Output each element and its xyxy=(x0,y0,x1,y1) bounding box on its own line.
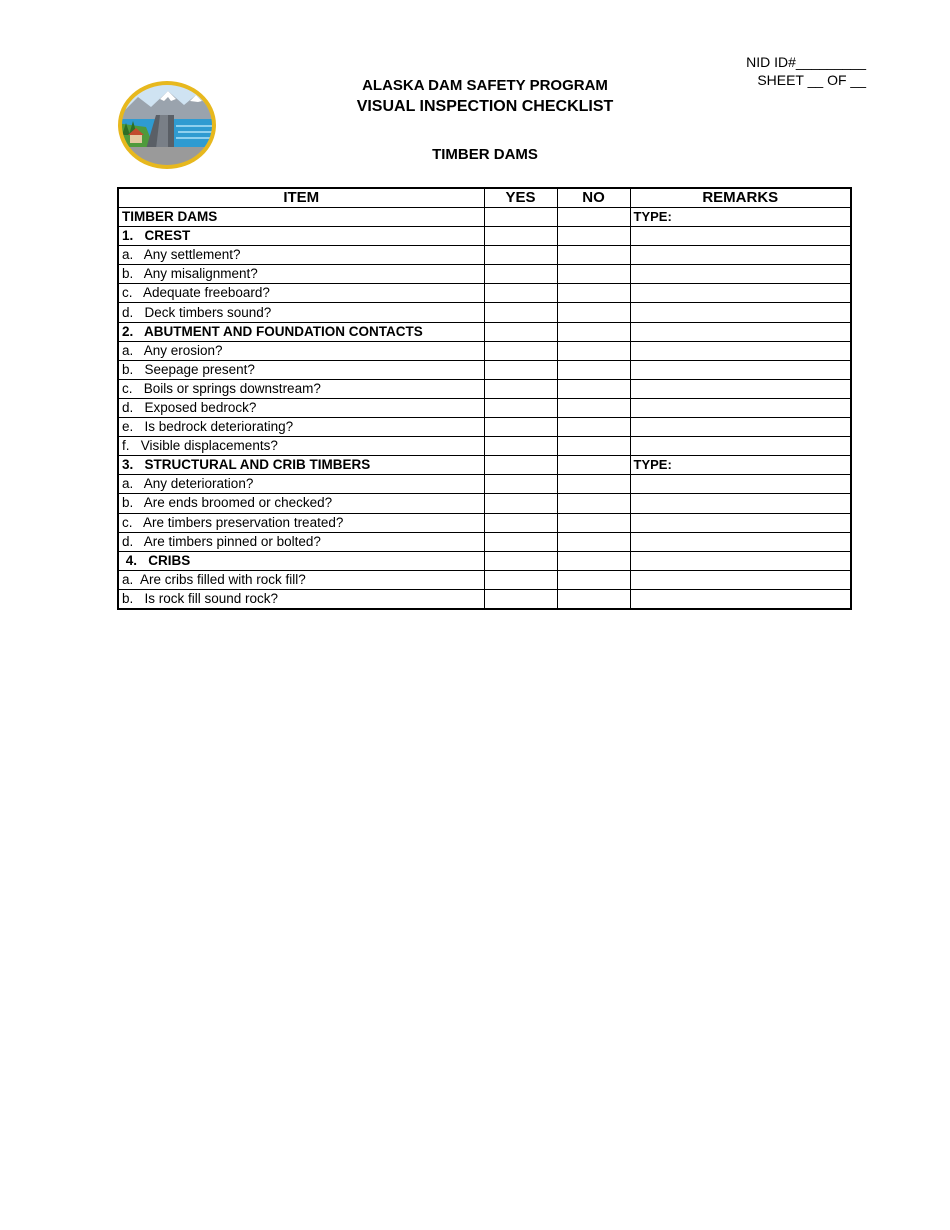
table-row xyxy=(118,456,851,475)
table-row xyxy=(118,379,851,398)
table-row xyxy=(118,341,851,360)
table-row xyxy=(118,570,851,589)
remarks-cell[interactable] xyxy=(630,379,851,398)
remarks-cell[interactable] xyxy=(630,322,851,341)
item-cell: b. Is rock fill sound rock? xyxy=(118,589,484,609)
remarks-cell[interactable] xyxy=(630,589,851,609)
remarks-cell[interactable] xyxy=(630,551,851,570)
yes-cell[interactable] xyxy=(484,532,557,551)
table-row xyxy=(118,303,851,322)
remarks-cell[interactable] xyxy=(630,246,851,265)
item-cell: a. Any erosion? xyxy=(118,341,484,360)
no-cell[interactable] xyxy=(557,589,630,609)
yes-cell[interactable] xyxy=(484,456,557,475)
checklist-title: VISUAL INSPECTION CHECKLIST xyxy=(356,98,614,115)
table-row xyxy=(118,551,851,570)
remarks-cell[interactable] xyxy=(630,494,851,513)
remarks-cell[interactable] xyxy=(630,418,851,437)
table-row xyxy=(118,418,851,437)
no-cell[interactable] xyxy=(557,341,630,360)
sheet-identifier xyxy=(690,53,866,89)
column-header-remarks: REMARKS xyxy=(630,188,851,208)
no-cell[interactable] xyxy=(557,303,630,322)
table-row xyxy=(118,494,851,513)
no-cell[interactable] xyxy=(557,322,630,341)
table-row xyxy=(118,513,851,532)
yes-cell[interactable] xyxy=(484,208,557,227)
table-row xyxy=(118,284,851,303)
table-row xyxy=(118,208,851,227)
item-cell: d. Exposed bedrock? xyxy=(118,398,484,417)
yes-cell[interactable] xyxy=(484,551,557,570)
table-row xyxy=(118,475,851,494)
item-cell: a. Any settlement? xyxy=(118,246,484,265)
yes-cell[interactable] xyxy=(484,360,557,379)
remarks-cell[interactable]: TYPE: xyxy=(630,456,851,475)
yes-cell[interactable] xyxy=(484,341,557,360)
item-cell: c. Boils or springs downstream? xyxy=(118,379,484,398)
item-cell: TIMBER DAMS xyxy=(118,208,484,227)
table-row xyxy=(118,265,851,284)
yes-cell[interactable] xyxy=(484,437,557,456)
item-cell: c. Are timbers preservation treated? xyxy=(118,513,484,532)
table-row xyxy=(118,322,851,341)
no-cell[interactable] xyxy=(557,437,630,456)
item-cell: a. Are cribs filled with rock fill? xyxy=(118,570,484,589)
dam-type-title: TIMBER DAMS xyxy=(432,146,538,163)
no-cell[interactable] xyxy=(557,475,630,494)
yes-cell[interactable] xyxy=(484,589,557,609)
remarks-cell[interactable] xyxy=(630,341,851,360)
no-cell[interactable] xyxy=(557,265,630,284)
no-cell[interactable] xyxy=(557,246,630,265)
inspection-checklist-table xyxy=(117,187,852,610)
remarks-cell[interactable] xyxy=(630,570,851,589)
table-row xyxy=(118,360,851,379)
remarks-cell[interactable] xyxy=(630,475,851,494)
no-cell[interactable] xyxy=(557,398,630,417)
table-row xyxy=(118,532,851,551)
item-cell: f. Visible displacements? xyxy=(118,437,484,456)
column-header-no: NO xyxy=(557,188,630,208)
remarks-cell[interactable] xyxy=(630,398,851,417)
yes-cell[interactable] xyxy=(484,418,557,437)
yes-cell[interactable] xyxy=(484,265,557,284)
yes-cell[interactable] xyxy=(484,379,557,398)
item-cell: b. Are ends broomed or checked? xyxy=(118,494,484,513)
table-header-row xyxy=(118,188,851,208)
remarks-cell[interactable]: TYPE: xyxy=(630,208,851,227)
yes-cell[interactable] xyxy=(484,227,557,246)
item-cell: 1. CREST xyxy=(118,227,484,246)
no-cell[interactable] xyxy=(557,456,630,475)
item-cell: b. Seepage present? xyxy=(118,360,484,379)
no-cell[interactable] xyxy=(557,513,630,532)
yes-cell[interactable] xyxy=(484,284,557,303)
no-cell[interactable] xyxy=(557,284,630,303)
yes-cell[interactable] xyxy=(484,513,557,532)
item-cell: b. Any misalignment? xyxy=(118,265,484,284)
no-cell[interactable] xyxy=(557,208,630,227)
item-cell: 2. ABUTMENT AND FOUNDATION CONTACTS xyxy=(118,322,484,341)
no-cell[interactable] xyxy=(557,227,630,246)
remarks-cell[interactable] xyxy=(630,303,851,322)
no-cell[interactable] xyxy=(557,494,630,513)
program-title: ALASKA DAM SAFETY PROGRAM xyxy=(362,77,608,94)
remarks-cell[interactable] xyxy=(630,284,851,303)
sheet-field[interactable]: SHEET __ OF __ xyxy=(757,72,866,88)
table-row xyxy=(118,398,851,417)
no-cell[interactable] xyxy=(557,379,630,398)
remarks-cell[interactable] xyxy=(630,437,851,456)
no-cell[interactable] xyxy=(557,532,630,551)
checklist-rows xyxy=(118,208,851,609)
item-cell: e. Is bedrock deteriorating? xyxy=(118,418,484,437)
remarks-cell[interactable] xyxy=(630,360,851,379)
yes-cell[interactable] xyxy=(484,322,557,341)
no-cell[interactable] xyxy=(557,570,630,589)
yes-cell[interactable] xyxy=(484,570,557,589)
item-cell: 3. STRUCTURAL AND CRIB TIMBERS xyxy=(118,456,484,475)
remarks-cell[interactable] xyxy=(630,513,851,532)
alaska-dam-safety-logo-icon xyxy=(116,79,218,171)
remarks-cell[interactable] xyxy=(630,532,851,551)
table-row xyxy=(118,437,851,456)
column-header-yes: YES xyxy=(484,188,557,208)
yes-cell[interactable] xyxy=(484,246,557,265)
no-cell[interactable] xyxy=(557,418,630,437)
yes-cell[interactable] xyxy=(484,303,557,322)
column-header-item: ITEM xyxy=(118,188,484,208)
nid-field[interactable]: NID ID#_________ xyxy=(746,54,866,70)
item-cell: c. Adequate freeboard? xyxy=(118,284,484,303)
yes-cell[interactable] xyxy=(484,475,557,494)
table-row xyxy=(118,246,851,265)
yes-cell[interactable] xyxy=(484,398,557,417)
item-cell: d. Are timbers pinned or bolted? xyxy=(118,532,484,551)
remarks-cell[interactable] xyxy=(630,227,851,246)
yes-cell[interactable] xyxy=(484,494,557,513)
no-cell[interactable] xyxy=(557,360,630,379)
item-cell: a. Any deterioration? xyxy=(118,475,484,494)
table-row xyxy=(118,227,851,246)
remarks-cell[interactable] xyxy=(630,265,851,284)
item-cell: 4. CRIBS xyxy=(118,551,484,570)
no-cell[interactable] xyxy=(557,551,630,570)
item-cell: d. Deck timbers sound? xyxy=(118,303,484,322)
table-row xyxy=(118,589,851,609)
